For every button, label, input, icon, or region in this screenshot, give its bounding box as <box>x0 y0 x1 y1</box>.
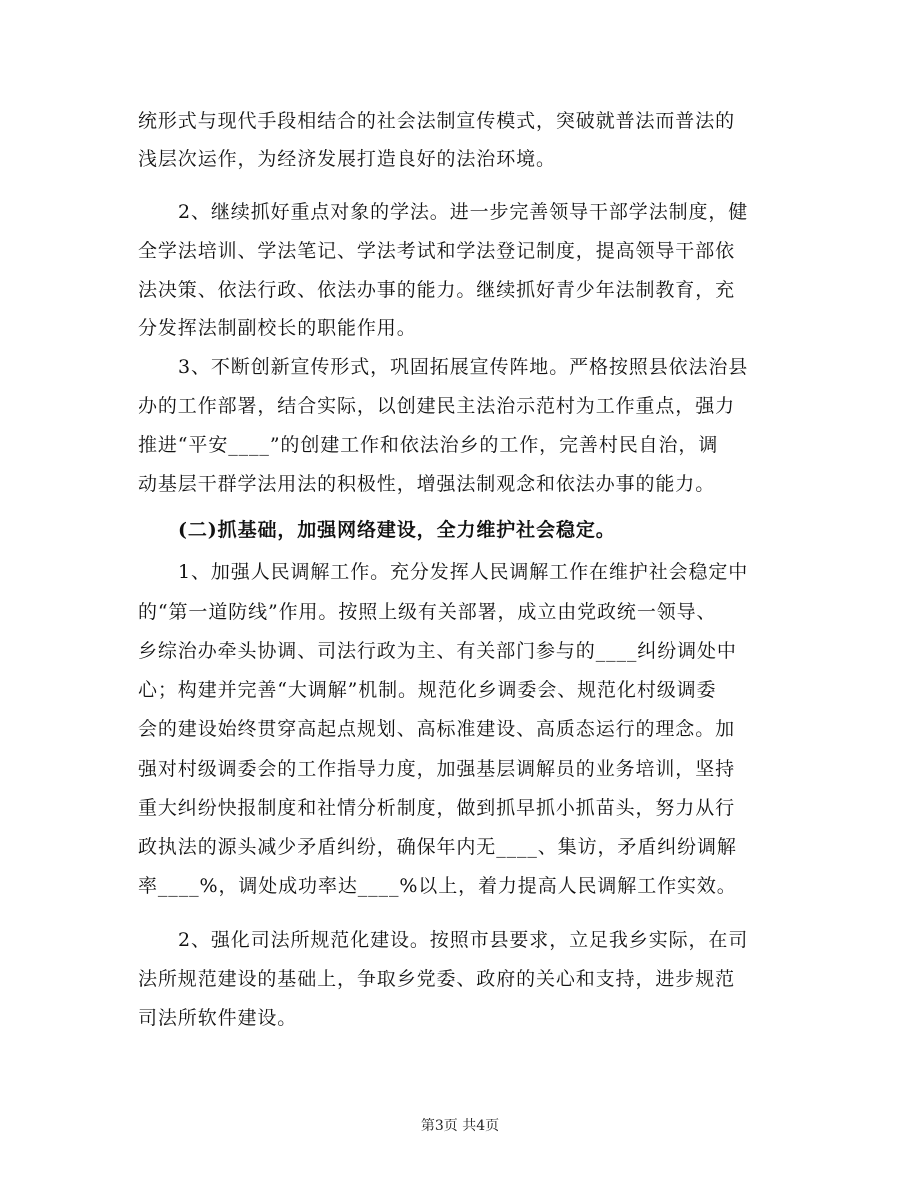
text-line: 的“第一道防线”作用。按照上级有关部署，成立由党政统一领导、 <box>138 601 717 623</box>
text-line: 分发挥法制副校长的职能作用。 <box>138 317 417 339</box>
text-line: 司法所软件建设。 <box>138 1007 298 1029</box>
text-line: 法决策、依法行政、依法办事的能力。继续抓好青少年法制教育，充 <box>138 279 736 301</box>
page-number: 第3页 共4页 <box>420 1118 500 1134</box>
text-line: 政执法的源头减少矛盾纠纷，确保年内无____、集访，矛盾纠纷调解 <box>138 836 737 858</box>
text-line: 3、不断创新宣传形式，巩固拓展宣传阵地。严格按照县依法治县 <box>178 356 749 378</box>
section-heading: (二)抓基础，加强网络建设，全力维护社会稳定。 <box>178 519 616 541</box>
text-line: 2、继续抓好重点对象的学法。进一步完善领导干部学法制度，健 <box>178 201 749 223</box>
text-line: 强对村级调委会的工作指导力度，加强基层调解员的业务培训，坚持 <box>138 758 736 780</box>
text-line: 全学法培训、学法笔记、学法考试和学法登记制度，提高领导干部依 <box>138 240 736 262</box>
text-line: 乡综治办牵头协调、司法行政为主、有关部门参与的____纠纷调处中 <box>138 640 737 662</box>
text-line: 心；构建并完善“大调解”机制。规范化乡调委会、规范化村级调委 <box>138 679 717 701</box>
text-line: 推进“平安____”的创建工作和依法治乡的工作，完善村民自治，调 <box>138 434 719 456</box>
text-line: 法所规范建设的基础上，争取乡党委、政府的关心和支持，进步规范 <box>138 968 736 990</box>
text-line: 统形式与现代手段相结合的社会法制宣传模式，突破就普法而普法的 <box>138 110 736 132</box>
text-line: 浅层次运作，为经济发展打造良好的法治环境。 <box>138 148 556 170</box>
text-line: 1、加强人民调解工作。充分发挥人民调解工作在维护社会稳定中 <box>178 561 749 583</box>
text-line: 2、强化司法所规范化建设。按照市县要求，立足我乡实际，在司 <box>178 929 749 951</box>
text-line: 率____%，调处成功率达____%以上，着力提高人民调解工作实效。 <box>138 875 737 897</box>
text-line: 会的建设始终贯穿高起点规划、高标准建设、高质态运行的理念。加 <box>138 718 736 740</box>
text-line: 重大纠纷快报制度和社情分析制度，做到抓早抓小抓苗头，努力从行 <box>138 797 736 819</box>
text-line: 办的工作部署，结合实际，以创建民主法治示范村为工作重点，强力 <box>138 395 736 417</box>
text-line: 动基层干群学法用法的积极性，增强法制观念和依法办事的能力。 <box>138 473 716 495</box>
